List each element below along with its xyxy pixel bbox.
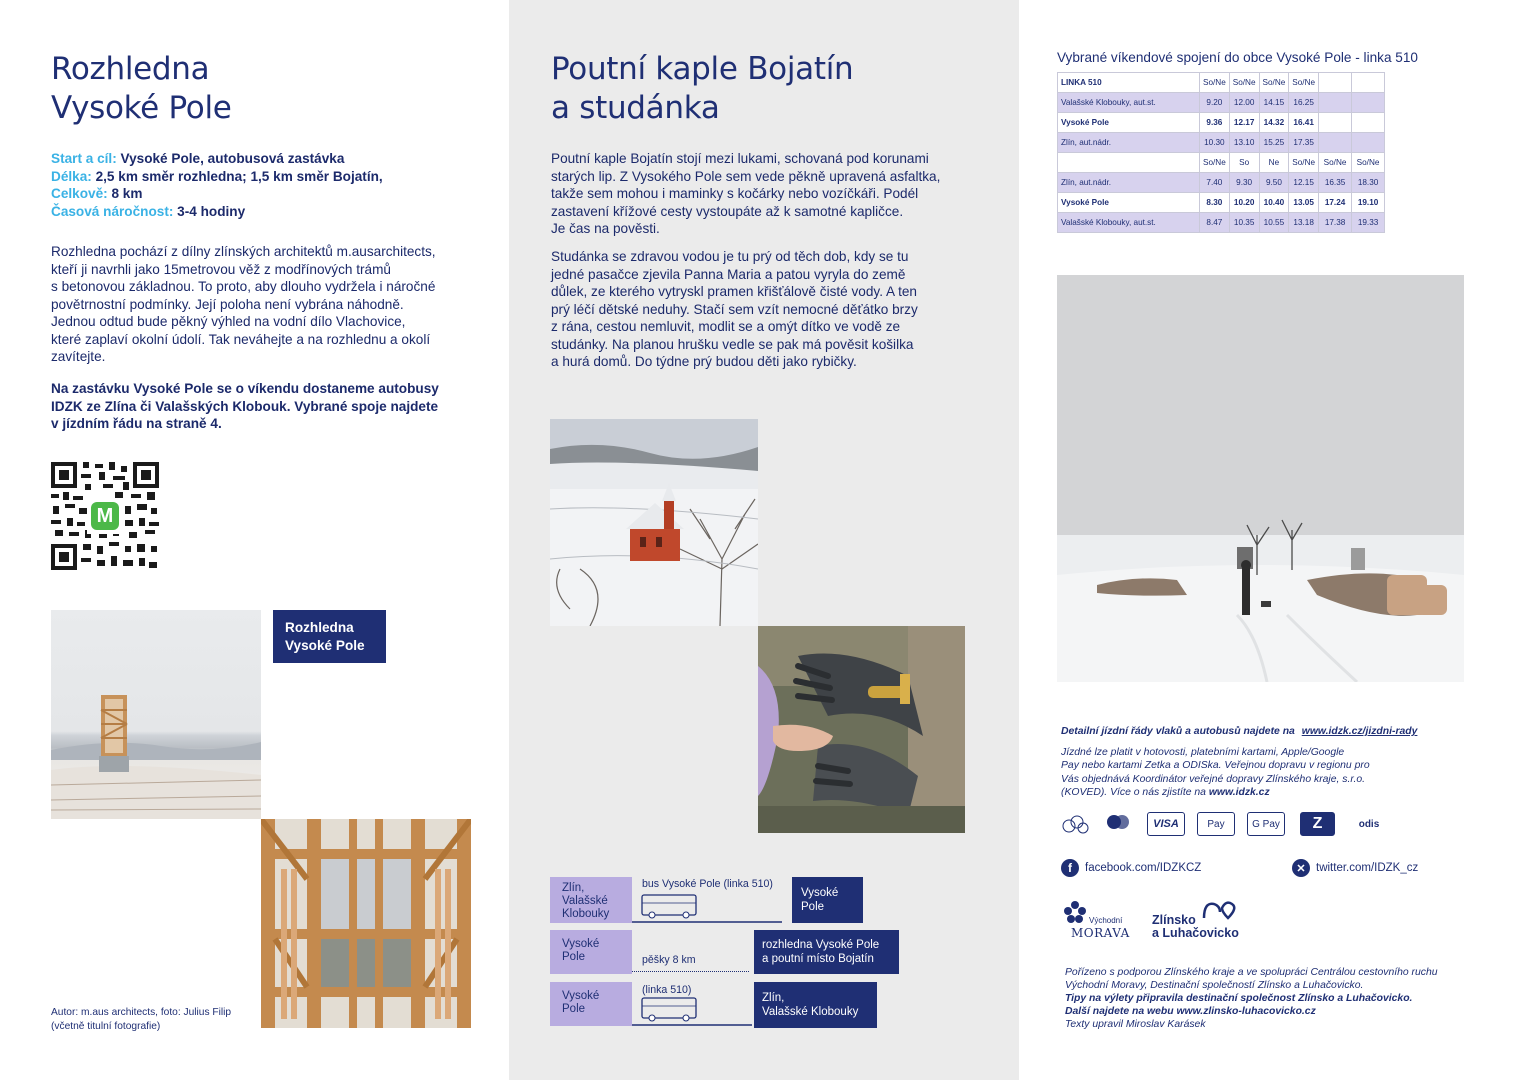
timetable-cell: 9.36	[1200, 113, 1230, 133]
timetable-cell: 16.25	[1289, 93, 1319, 113]
timetable-cell: 13.10	[1229, 133, 1259, 153]
photo-credit	[51, 1006, 231, 1033]
timetable-cell	[1352, 113, 1385, 133]
timetable-cell: 13.05	[1289, 193, 1319, 213]
route-line: a poutní místo Bojatín	[762, 953, 874, 965]
timetable-cell: Vysoké Pole	[1058, 193, 1200, 213]
timetable-cell: 8.30	[1200, 193, 1230, 213]
title-line: Vysoké Pole	[51, 90, 232, 126]
logo-text: Východní	[1089, 916, 1123, 925]
text-line: Pay nebo kartami Zetka a ODISka. Veřejnou dopravu v regionu pro	[1061, 760, 1370, 772]
timetable-cell: So/Ne	[1200, 73, 1230, 93]
text-line: kteří ji navrhli jako 15metrovou věž z modřínových trámů	[51, 261, 391, 277]
route-line: Valašské Klobouky	[762, 1006, 859, 1018]
timetable-cell: 19.10	[1352, 193, 1385, 213]
timetable-cell: 16.41	[1289, 113, 1319, 133]
bus-icon	[632, 996, 752, 1028]
footer-line: Tipy na výlety připravila destinační společnost Zlínsko a Luhačovicko.	[1065, 992, 1413, 1004]
text-line: s betonovou základnou. To proto, aby dlouho vydržela i náročné	[51, 279, 436, 294]
timetable	[1057, 72, 1385, 233]
timetable-cell	[1352, 93, 1385, 113]
twitter-label: twitter.com/IDZK_cz	[1316, 862, 1419, 874]
timetable-cell: 17.38	[1319, 213, 1352, 233]
info-payment	[1061, 746, 1370, 800]
timetable-cell	[1352, 133, 1385, 153]
tower-interior-graphic	[261, 819, 471, 1028]
mapy-logo-icon: M	[91, 502, 119, 530]
footer-line: Pořízeno s podporou Zlínského kraje a ve spolupráci Centrálou cestovního ruchu	[1065, 967, 1438, 978]
timetable-cell: Zlín, aut.nádr.	[1058, 133, 1200, 153]
timetable-cell: 10.35	[1229, 213, 1259, 233]
route-from-1	[550, 877, 632, 923]
timetable-cell: 16.35	[1319, 173, 1352, 193]
text-line: (KOVED). Více o nás zjistíte na	[1061, 787, 1206, 799]
timetable-title: Vybrané víkendové spojení do obce Vysoké Pole - linka 510	[1057, 50, 1418, 65]
timetable-cell: 8.47	[1200, 213, 1230, 233]
description-paragraph	[51, 243, 491, 366]
timetable-row	[1058, 113, 1385, 133]
text-line: Rozhledna pochází z dílny zlínských architektů m.ausarchitects,	[51, 244, 436, 259]
timetable-cell: 10.40	[1259, 193, 1289, 213]
fountain-photo	[758, 626, 965, 833]
title-line: Rozhledna	[51, 51, 210, 87]
route-via-2: pěšky 8 km	[642, 954, 696, 966]
contactless-graphic	[1059, 812, 1091, 836]
timetable-cell: So/Ne	[1319, 153, 1352, 173]
timetable-cell: 10.55	[1259, 213, 1289, 233]
text-line: studánky. Na planou hrušku vedle se pak má pověsit košilka	[551, 336, 914, 352]
timetable-cell: 17.24	[1319, 193, 1352, 213]
footer-line: Východní Moravy, Destinační společností Zlínsko a Luhačovicko.	[1065, 979, 1364, 991]
route-line: Pole	[801, 901, 825, 913]
route-line: Vysoké	[801, 887, 839, 899]
text-line: povětrnostní podmínky. Její poloha není vybrána náhodně.	[51, 296, 404, 312]
timetable-cell: So/Ne	[1289, 153, 1319, 173]
mastercard-graphic	[1101, 812, 1135, 836]
timetable-row	[1058, 133, 1385, 153]
info-value: 3-4 hodiny	[177, 203, 246, 219]
route-line: Zlín,	[762, 992, 785, 1004]
info-label: Délka:	[51, 168, 92, 184]
winter-walk-graphic	[1057, 275, 1464, 682]
info-label: Start a cíl:	[51, 151, 117, 166]
timetable-cell: 14.15	[1259, 93, 1289, 113]
info-start	[51, 150, 491, 168]
fountain-photo-graphic	[758, 626, 965, 833]
odis-card-icon: odis	[1358, 818, 1380, 830]
logo-text: a Luhačovicko	[1152, 926, 1239, 940]
route-line: Zlín,	[562, 882, 585, 894]
walk-dotted-line	[632, 971, 749, 972]
route-line: Vysoké	[562, 990, 600, 1002]
route-line: rozhledna Vysoké Pole	[762, 939, 880, 951]
timetable-cell: 13.18	[1289, 213, 1319, 233]
credit-line: (včetně titulní fotografie)	[51, 1020, 161, 1032]
info-label: Celkově:	[51, 186, 108, 201]
info-label: Časová náročnost:	[51, 203, 174, 219]
route-to-1	[792, 877, 863, 923]
text-line: a hurá domů. Do týdne prý budou děti jako rybičky.	[551, 354, 857, 369]
timetable-cell: Valašské Klobouky, aut.st.	[1058, 93, 1200, 113]
facebook-label: facebook.com/IDZKCZ	[1085, 862, 1202, 874]
text-line: v jízdním řádu na straně 4.	[51, 416, 222, 431]
flower-logo-icon	[1063, 900, 1087, 924]
timetable-cell: Ne	[1259, 153, 1289, 173]
footer-line: Texty upravil Miroslav Karásek	[1065, 1018, 1206, 1030]
spring-paragraph	[551, 248, 991, 371]
info-total	[51, 185, 491, 203]
page-title	[51, 50, 232, 128]
timetable-row	[1058, 93, 1385, 113]
route-via-3: (linka 510)	[642, 984, 692, 996]
text-line: Studánka se zdravou vodou je tu prý od těch dob, kdy se tu	[551, 249, 909, 264]
timetable-cell	[1319, 113, 1352, 133]
route-line: Pole	[562, 1003, 586, 1015]
vychodni-morava-logo	[1063, 900, 1133, 942]
timetable-cell: 10.30	[1200, 133, 1230, 153]
zlinsko-luhacovicko-logo	[1152, 898, 1252, 942]
timetable-row	[1058, 193, 1385, 213]
route-to-2	[754, 930, 899, 974]
timetable-cell	[1319, 93, 1352, 113]
timetable-cell: Zlín, aut.nádr.	[1058, 173, 1200, 193]
twitter-link[interactable]	[1292, 859, 1418, 877]
timetable-cell: 9.20	[1200, 93, 1230, 113]
timetable-cell: 18.30	[1352, 173, 1385, 193]
panel-rozhledna	[0, 0, 509, 1080]
schedule-text: Detailní jízdní řády vlaků a autobusů najdete na	[1061, 726, 1295, 737]
timetable-cell: 9.50	[1259, 173, 1289, 193]
timetable-cell	[1058, 153, 1200, 173]
timetable-cell	[1319, 133, 1352, 153]
text-line: prý léčí dětské neduhy. Stačí sem vzít nemocné děťátko brzy	[551, 301, 918, 317]
timetable-cell: 10.20	[1229, 193, 1259, 213]
winter-walk-photo	[1057, 275, 1464, 682]
apple-pay-icon: Pay	[1197, 812, 1235, 836]
timetable-cell: 9.30	[1229, 173, 1259, 193]
timetable-cell: 12.15	[1289, 173, 1319, 193]
timetable-cell: 7.40	[1200, 173, 1230, 193]
info-value: Vysoké Pole, autobusová zastávka	[120, 151, 345, 166]
timetable-cell: So/Ne	[1352, 153, 1385, 173]
route-line: Valašské	[562, 895, 608, 907]
x-twitter-icon: ✕	[1292, 859, 1310, 877]
timetable-cell: Vysoké Pole	[1058, 113, 1200, 133]
tower-photo-graphic	[51, 610, 261, 819]
route-from-2	[550, 930, 632, 974]
google-pay-icon: G Pay	[1247, 812, 1285, 836]
text-line: Je čas na pověsti.	[551, 221, 660, 236]
timetable-cell	[1319, 73, 1352, 93]
schedule-link[interactable]: www.idzk.cz/jizdni-rady	[1301, 726, 1418, 737]
mastercard-icon	[1101, 812, 1135, 836]
timetable-row	[1058, 173, 1385, 193]
timetable-cell	[1352, 73, 1385, 93]
chapel-photo	[550, 419, 758, 626]
title-line: a studánka	[551, 90, 720, 126]
logo-text-block	[1152, 914, 1239, 940]
text-line: které zaplaví okolní údolí. Tak neváhejte a na rozhlednu a okolí	[51, 331, 431, 347]
text-line: zavítejte.	[51, 349, 106, 364]
text-line: zastavení křížové cesty vystoupáte až k samotné kapličce.	[551, 203, 904, 219]
contactless-icon	[1059, 812, 1091, 836]
qr-code[interactable]	[51, 462, 159, 570]
info-schedule	[1061, 725, 1417, 738]
idzk-link[interactable]: www.idzk.cz	[1208, 787, 1270, 799]
info-length	[51, 168, 491, 186]
credit-line: Autor: m.aus architects, foto: Julius Filip	[51, 1007, 232, 1018]
chapel-photo-graphic	[550, 419, 758, 626]
route-line: Pole	[562, 951, 586, 963]
text-line: Poutní kaple Bojatín stojí mezi lukami, schovaná pod korunami	[551, 151, 929, 166]
timetable-cell: 15.25	[1259, 133, 1289, 153]
tag-line: Rozhledna	[285, 620, 354, 635]
text-line: důlek, ze kterého vytryskl pramen křišťálově čisté vody. A ten	[551, 284, 917, 299]
timetable-cell: So/Ne	[1229, 73, 1259, 93]
tower-interior-photo	[261, 819, 471, 1028]
logo-text: Zlínsko	[1152, 913, 1196, 927]
timetable-cell: LINKA 510	[1058, 73, 1200, 93]
timetable-cell: So	[1229, 153, 1259, 173]
text-line: z rána, cestou nemluvit, modlit se a omýt dítko ve vodě ze	[551, 319, 901, 334]
text-line: starých lip. Z Vysokého Pole sem vede pěkně upravená asfaltka,	[551, 168, 941, 184]
logo-text: MORAVA	[1071, 926, 1130, 940]
panel-transport-info	[1019, 0, 1528, 1080]
route-to-3	[754, 982, 877, 1028]
timetable-header-row	[1058, 73, 1385, 93]
visa-icon: VISA	[1147, 812, 1185, 836]
info-duration	[51, 203, 491, 221]
footer-line[interactable]: Další najdete na webu www.zlinsko-luhacovicko.cz	[1065, 1005, 1316, 1017]
timetable-cell: So/Ne	[1259, 73, 1289, 93]
bus-info-paragraph	[51, 380, 491, 433]
timetable-header-row	[1058, 153, 1385, 173]
timetable-cell: Valašské Klobouky, aut.st.	[1058, 213, 1200, 233]
panel-bojatin	[509, 0, 1019, 1080]
timetable-cell: 12.17	[1229, 113, 1259, 133]
timetable-row	[1058, 213, 1385, 233]
timetable-cell: 17.35	[1289, 133, 1319, 153]
zetka-card-icon: Z	[1300, 812, 1335, 836]
text-line: takže sem mohou i maminky s kočárky nebo vozíčkáři. Podél	[551, 186, 919, 201]
timetable-cell: 14.32	[1259, 113, 1289, 133]
route-line: Klobouky	[562, 908, 610, 920]
footer-credits	[1065, 967, 1438, 1032]
tower-photo	[51, 610, 261, 819]
text-line: Na zastávku Vysoké Pole se o víkendu dostaneme autobusy	[51, 381, 439, 396]
timetable-cell: So/Ne	[1289, 73, 1319, 93]
facebook-icon: f	[1061, 859, 1079, 877]
tag-line: Vysoké Pole	[285, 638, 365, 653]
chapel-paragraph	[551, 150, 991, 238]
info-value: 2,5 km směr rozhledna; 1,5 km směr Bojatín,	[95, 168, 383, 184]
info-value: 8 km	[111, 186, 143, 201]
text-line: jedné pasačce zjevila Panna Maria a patou vyryla do země	[551, 266, 906, 282]
section-title	[551, 50, 853, 128]
title-line: Poutní kaple Bojatín	[551, 51, 854, 87]
route-line: Vysoké	[562, 938, 600, 950]
text-line: Jízdné lze platit v hotovosti, platebními kartami, Apple/Google	[1061, 747, 1345, 758]
text-line: Vás objednává Koordinátor veřejné dopravy Zlínského kraje, s.r.o.	[1061, 773, 1365, 785]
text-line: Jednou odtud bude pěkný výhled na vodní dílo Vlachovice,	[51, 314, 406, 329]
bus-icon	[632, 893, 782, 925]
tower-label-tag	[273, 610, 386, 663]
route-via-1: bus Vysoké Pole (linka 510)	[642, 878, 773, 890]
facebook-link[interactable]	[1061, 859, 1201, 877]
route-from-3	[550, 982, 632, 1026]
timetable-cell: 19.33	[1352, 213, 1385, 233]
timetable-cell: So/Ne	[1200, 153, 1230, 173]
timetable-cell: 12.00	[1229, 93, 1259, 113]
trip-info	[51, 150, 491, 220]
text-line: IDZK ze Zlína či Valašských Klobouk. Vybrané spoje najdete	[51, 398, 439, 414]
